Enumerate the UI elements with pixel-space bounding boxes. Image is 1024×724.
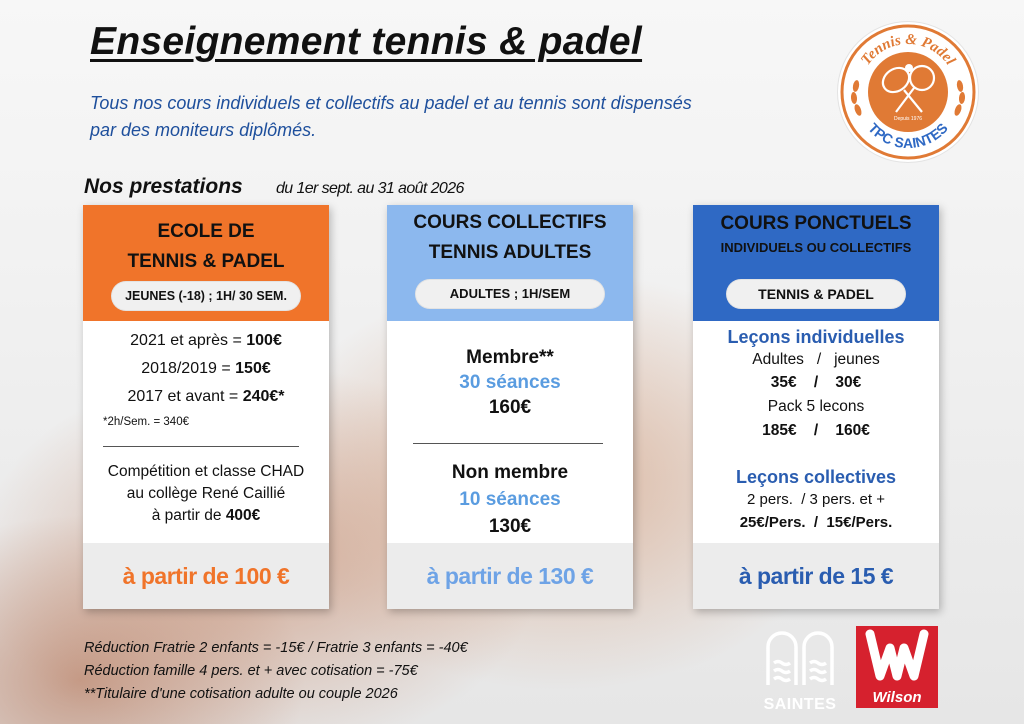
card-ponctuels-pill: TENNIS & PADEL — [726, 279, 906, 309]
pack-label: Pack 5 lecons — [767, 398, 865, 415]
logo-top-text: Tennis & Padel — [858, 31, 959, 69]
card-ecole-footer: à partir de 100 € — [83, 543, 329, 609]
indiv-title: Leçons individuelles — [727, 327, 905, 347]
nonmembre-price: 130€ — [488, 516, 532, 537]
club-logo — [838, 22, 978, 162]
coll-title: Leçons collectives — [735, 467, 897, 487]
card-collectifs-header — [387, 205, 633, 321]
ecole-row-1: 2021 et après = 100€ — [130, 332, 282, 349]
card-collectifs-pill: ADULTES ; 1H/SEM — [415, 279, 605, 309]
section-date: du 1er sept. au 31 août 2026 — [276, 180, 464, 197]
wilson-w-icon — [856, 626, 938, 686]
footnote-1: Réduction Fratrie 2 enfants = -15€ / Fratrie 3 enfants = -40€ — [84, 640, 468, 656]
card-collectifs — [387, 205, 633, 609]
card-ecole — [83, 205, 329, 609]
card-ponctuels-header — [693, 205, 939, 321]
logo-small-text: Depuis 1976 — [893, 116, 923, 122]
ecole-divider — [103, 446, 299, 447]
ecole-comp-2: au collège René Caillié — [126, 485, 286, 502]
tennis-padel-racket-icon — [838, 22, 978, 162]
indiv-prices: 35€ / 30€ — [770, 374, 862, 391]
ecole-row-2: 2018/2019 = 150€ — [141, 360, 271, 377]
footnote-2: Réduction famille 4 pers. et + avec cotisation = -75€ — [84, 663, 418, 679]
card-ponctuels — [693, 205, 939, 609]
card-collectifs-body — [387, 321, 633, 543]
indiv-labels: Adultes / jeunes — [752, 351, 880, 368]
subtitle-line-1: Tous nos cours individuels et collectifs au padel et au tennis sont dispensés — [90, 93, 692, 113]
card-ponctuels-footer: à partir de 15 € — [693, 543, 939, 609]
page-subtitle — [90, 90, 810, 144]
card-ecole-title-1: ECOLE DE — [157, 221, 255, 242]
subtitle-line-2: par des moniteurs diplômés. — [90, 120, 317, 140]
ecole-row-3: 2017 et avant = 240€* — [127, 388, 285, 405]
card-ponctuels-body — [693, 321, 939, 543]
ecole-note: *2h/Sem. = 340€ — [103, 416, 189, 428]
ecole-comp-3: à partir de 400€ — [151, 507, 261, 524]
card-collectifs-title-1: COURS COLLECTIFS — [413, 212, 607, 233]
card-ecole-header — [83, 205, 329, 321]
ecole-comp-1: Compétition et classe CHAD — [107, 463, 305, 480]
logo-bottom-text: TPC SAINTES — [865, 119, 951, 151]
collectifs-divider — [413, 443, 603, 444]
footnotes — [84, 637, 468, 706]
saintes-logo — [760, 625, 840, 713]
page-title: Enseignement tennis & padel — [90, 20, 643, 63]
coll-labels: 2 pers. / 3 pers. et + — [747, 491, 885, 508]
card-ponctuels-title-2: INDIVIDUELS OU COLLECTIFS — [720, 240, 912, 255]
nonmembre-seances: 10 séances — [459, 489, 561, 510]
coll-prices: 25€/Pers. / 15€/Pers. — [739, 514, 893, 531]
membre-price: 160€ — [488, 397, 532, 418]
saintes-arches-icon — [760, 625, 840, 689]
membre-label: Membre** — [466, 347, 554, 368]
card-collectifs-title-2: TENNIS ADULTES — [428, 242, 592, 263]
nonmembre-label: Non membre — [451, 462, 569, 483]
saintes-label: SAINTES — [763, 696, 837, 713]
section-title: Nos prestations — [84, 175, 243, 198]
membre-seances: 30 séances — [459, 372, 561, 393]
wilson-logo — [856, 626, 938, 708]
card-ponctuels-title-1: COURS PONCTUELS — [720, 213, 912, 234]
footnote-3: **Titulaire d'une cotisation adulte ou couple 2026 — [84, 686, 398, 702]
wilson-label: Wilson — [872, 689, 922, 706]
card-ecole-body — [83, 321, 329, 543]
card-collectifs-footer: à partir de 130 € — [387, 543, 633, 609]
card-ecole-pill: JEUNES (-18) ; 1H/ 30 SEM. — [111, 281, 301, 311]
pack-prices: 185€ / 160€ — [762, 422, 870, 439]
card-ecole-title-2: TENNIS & PADEL — [127, 251, 285, 272]
